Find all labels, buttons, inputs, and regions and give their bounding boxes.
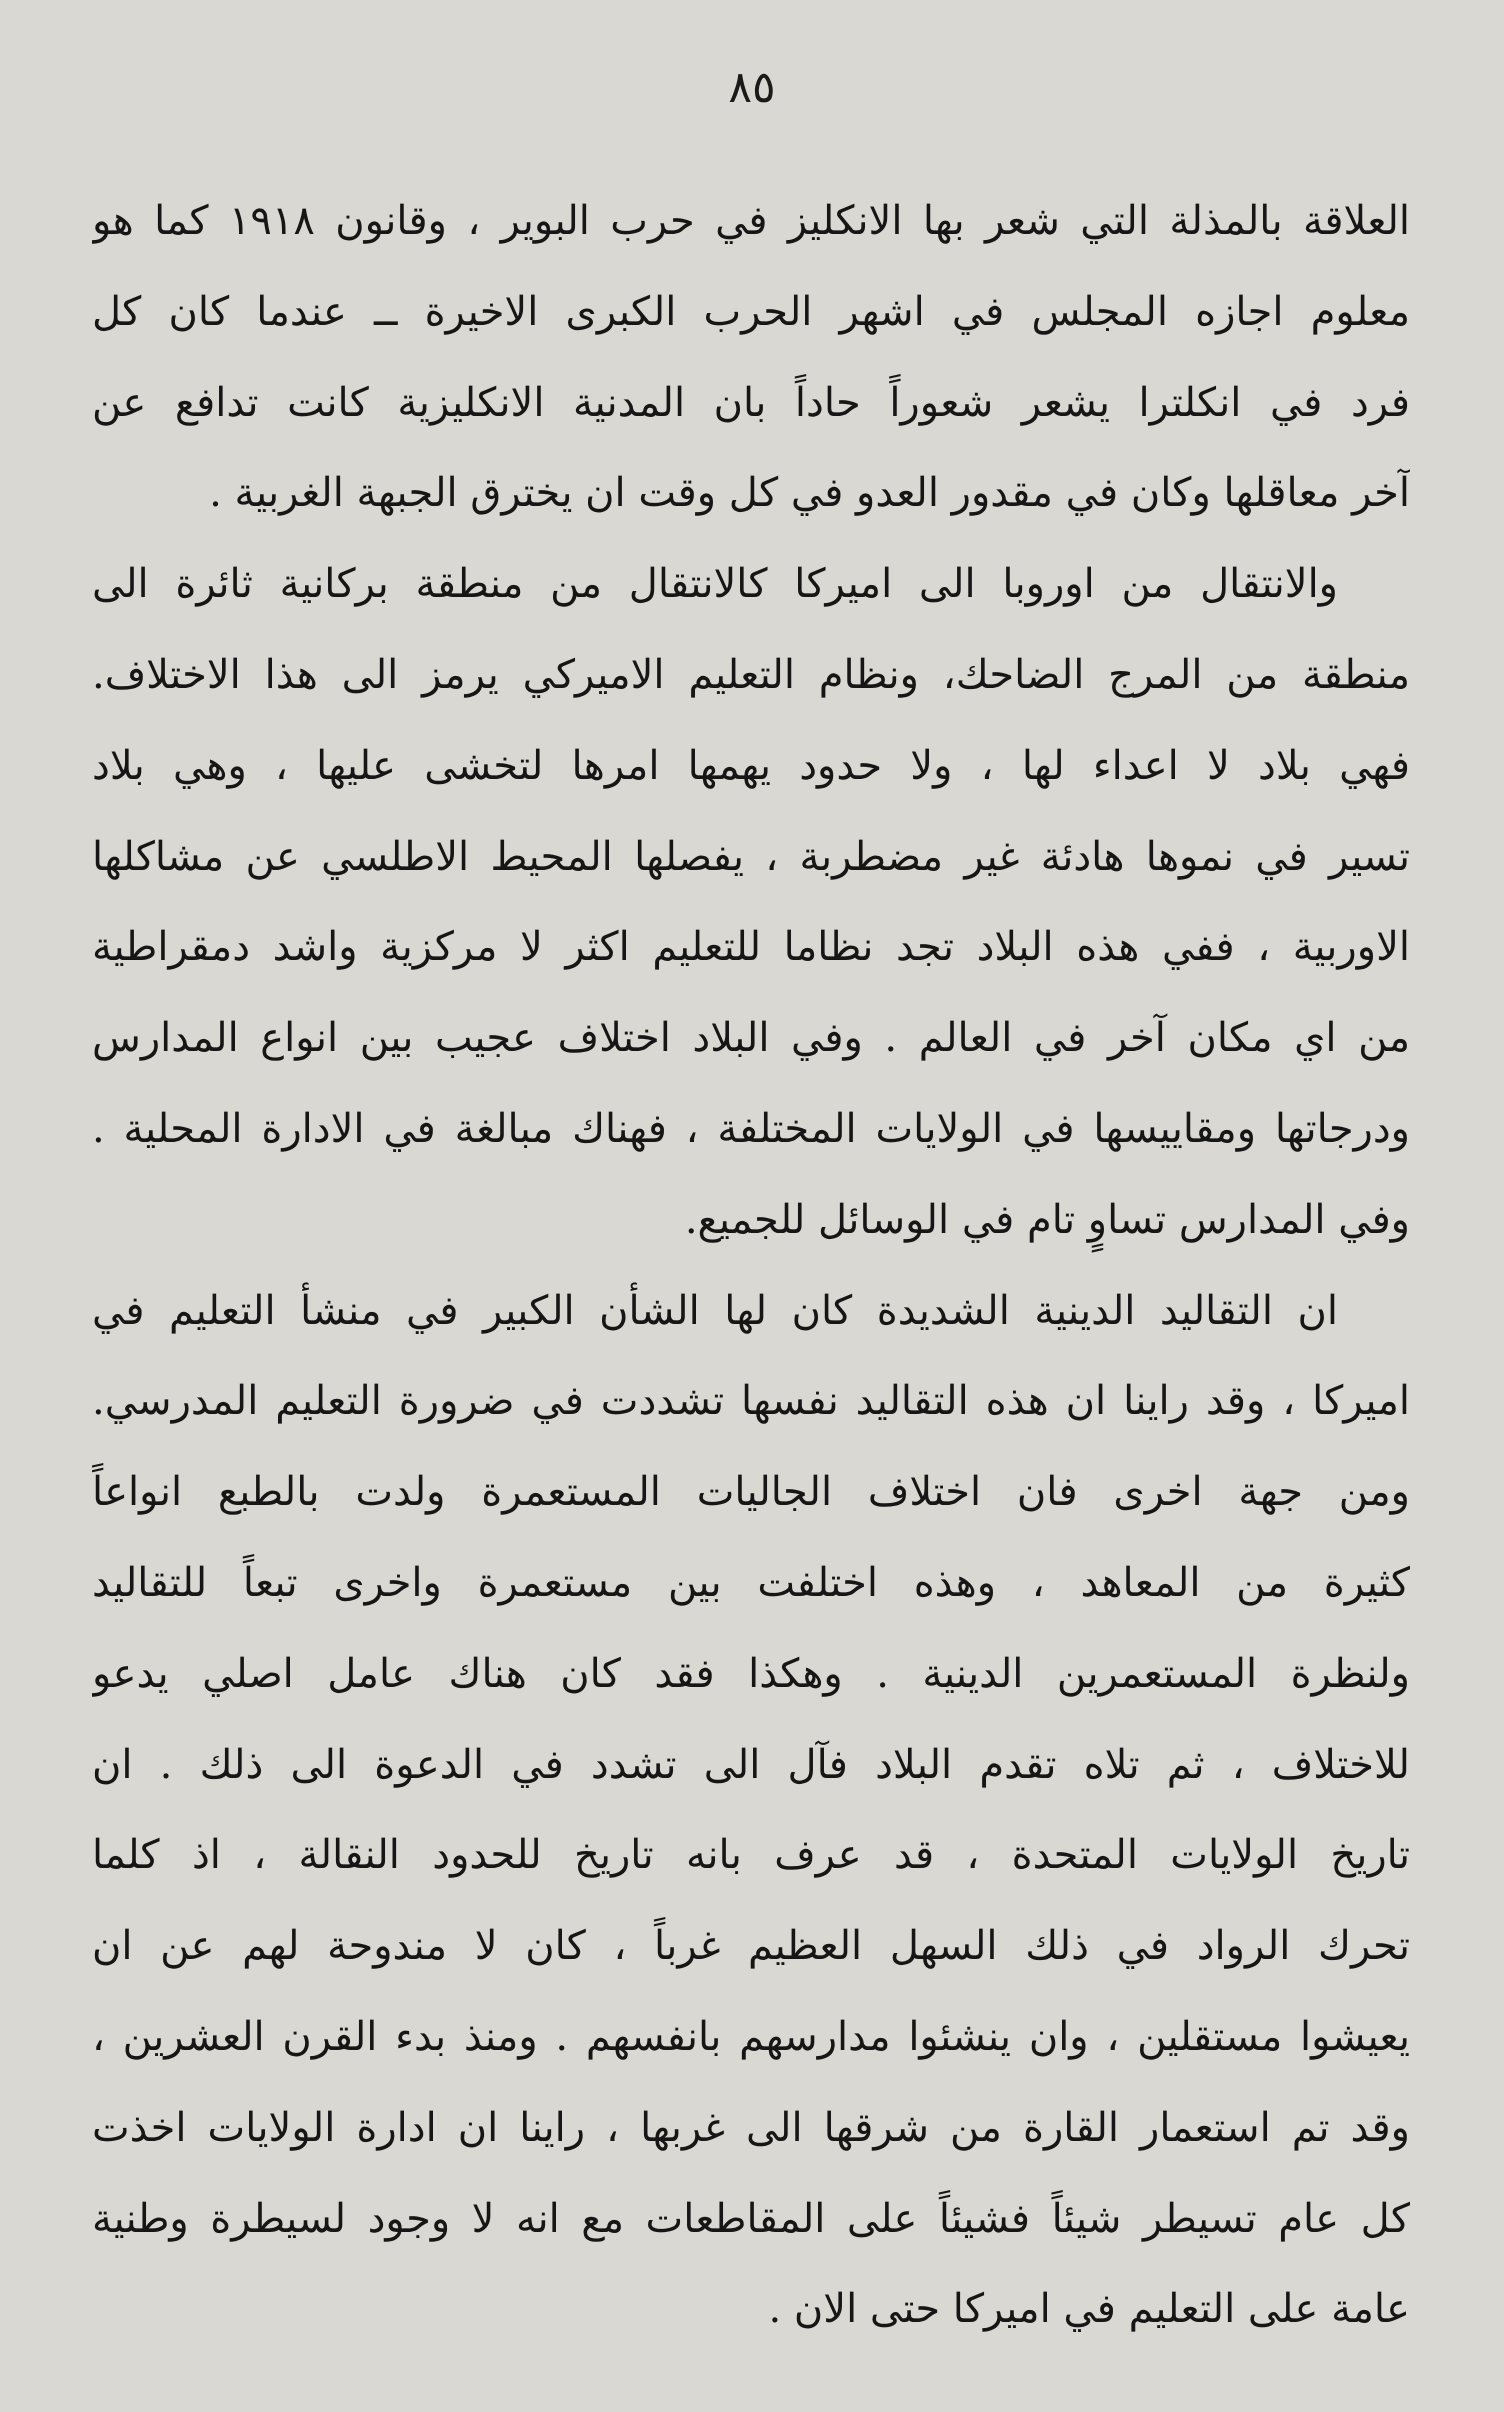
text-line: كل عام تسيطر شيئاً فشيئاً على المقاطعات مع انه لا وجود لسيطرة وطنية — [92, 2195, 1410, 2242]
text-line: من اي مكان آخر في العالم . وفي البلاد اختلاف عجيب بين انواع المدارس — [92, 1015, 1410, 1062]
text-line: منطقة من المرج الضاحك، ونظام التعليم الاميركي يرمز الى هذا الاختلاف. — [92, 651, 1410, 698]
text-line: اميركا ، وقد راينا ان هذه التقاليد نفسها تشددت في ضرورة التعليم المدرسي. — [92, 1378, 1410, 1425]
text-line: ولنظرة المستعمرين الدينية . وهكذا فقد كان هناك عامل اصلي يدعو — [92, 1650, 1410, 1697]
text-line: كثيرة من المعاهد ، وهذه اختلفت بين مستعمرة واخرى تبعاً للتقاليد — [92, 1559, 1410, 1606]
text-line: تسير في نموها هادئة غير مضطربة ، يفصلها المحيط الاطلسي عن مشاكلها — [92, 833, 1410, 880]
text-line: معلوم اجازه المجلس في اشهر الحرب الكبرى الاخيرة ــ عندما كان كل — [92, 288, 1410, 335]
text-line: وقد تم استعمار القارة من شرقها الى غربها ، راينا ان ادارة الولايات اخذت — [92, 2104, 1410, 2151]
text-line: عامة على التعليم في اميركا حتى الان . — [768, 2286, 1410, 2333]
text-line: للاختلاف ، ثم تلاه تقدم البلاد فآل الى تشدد في الدعوة الى ذلك . ان — [92, 1741, 1410, 1788]
text-line: وفي المدارس تساوٍ تام في الوسائل للجميع. — [684, 1196, 1410, 1243]
text-line: تحرك الرواد في ذلك السهل العظيم غرباً ، كان لا مندوحة لهم عن ان — [92, 1923, 1410, 1970]
text-line: فرد في انكلترا يشعر شعوراً حاداً بان المدنية الانكليزية كانت تدافع عن — [92, 379, 1410, 426]
text-line: تاريخ الولايات المتحدة ، قد عرف بانه تاريخ للحدود النقالة ، اذ كلما — [92, 1832, 1410, 1879]
text-line: الاوربية ، ففي هذه البلاد تجد نظاما للتعليم اكثر لا مركزية واشد دمقراطية — [92, 924, 1410, 971]
text-line: ومن جهة اخرى فان اختلاف الجاليات المستعمرة ولدت بالطبع انواعاً — [92, 1469, 1410, 1516]
text-line: ودرجاتها ومقاييسها في الولايات المختلفة ، فهناك مبالغة في الادارة المحلية . — [92, 1105, 1410, 1152]
text-line: فهي بلاد لا اعداء لها ، ولا حدود يهمها امرها لتخشى عليها ، وهي بلاد — [92, 742, 1410, 789]
text-line: ان التقاليد الدينية الشديدة كان لها الشأن الكبير في منشأ التعليم في — [92, 1287, 1338, 1334]
text-line: يعيشوا مستقلين ، وان ينشئوا مدارسهم بانفسهم . ومنذ بدء القرن العشرين ، — [92, 2013, 1410, 2060]
text-line: آخر معاقلها وكان في مقدور العدو في كل وقت ان يخترق الجبهة الغربية . — [209, 470, 1410, 517]
body-text — [92, 176, 1410, 2355]
text-line: والانتقال من اوروبا الى اميركا كالانتقال من منطقة بركانية ثائرة الى — [92, 561, 1338, 608]
page-number: ٨٥ — [728, 62, 776, 113]
text-line: العلاقة بالمذلة التي شعر بها الانكليز في حرب البوير ، وقانون ١٩١٨ كما هو — [92, 198, 1410, 244]
